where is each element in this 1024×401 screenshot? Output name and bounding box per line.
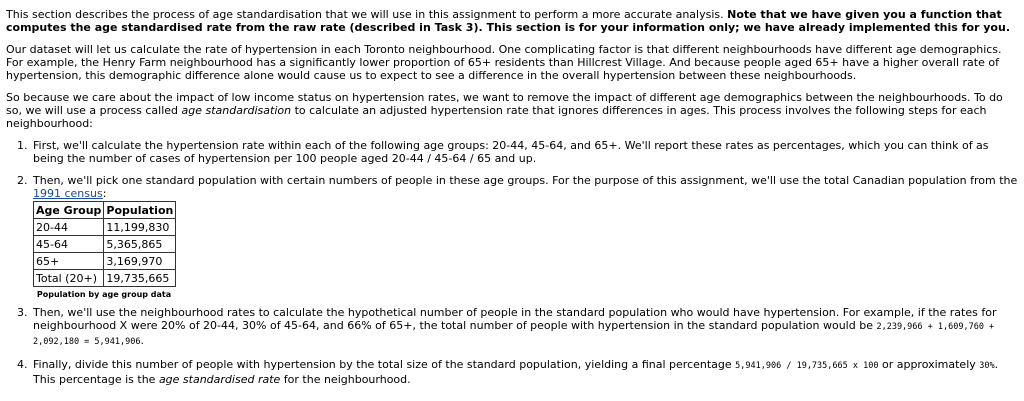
step-number: 3. — [17, 306, 28, 319]
table-cell-population: 11,199,830 — [104, 219, 176, 236]
list-item-step-1 — [6, 139, 1018, 165]
steps-list — [6, 139, 1018, 386]
table-cell-age-group: 20-44 — [34, 219, 104, 236]
age-standardisation-term: age standardisation — [181, 104, 292, 117]
population-table — [33, 201, 176, 287]
step-text: First, we'll calculate the hypertension rate within each of the following age groups: 20-44, 45-64, and 65+. We'll report these rates as percentages, which you can think of as being the number of cases of hypertension per 100 people aged 20-44 / 45-64 / 65 and up. — [33, 139, 989, 165]
step-text-b: or approximately — [878, 358, 980, 371]
intro-text: This section describes the process of age standardisation that we will use in this assignment to perform a more accurate analysis. — [6, 8, 728, 21]
list-item-step-2 — [6, 174, 1018, 300]
intro-paragraph-3 — [6, 91, 1018, 130]
age-standardised-rate-term: age standardised rate — [158, 373, 281, 386]
column-header-age-group: Age Group — [34, 202, 104, 219]
table-cell-age-group: 45-64 — [34, 236, 104, 253]
table-cell-population: 5,365,865 — [104, 236, 176, 253]
table-row — [34, 253, 176, 270]
step-text: Then, we'll use the neighbourhood rates to calculate the hypothetical number of people in the standard population who would have hypertension. For example, if the rates for neighbourhood X were 20% of 20-44, 30% of 45-64, and 66% of 65+, the total number of people with hypertension in the standard population would be — [33, 306, 997, 332]
intro-paragraph-2: Our dataset will let us calculate the rate of hypertension in each Toronto neighbourhood. One complicating factor is that different neighbourhoods have different age demographics. For example, the Henry Farm neighbourhood has a significantly lower proportion of 65+ residents than Hillcrest Village. And because people aged 65+ have a higher overall rate of hypertension, this demographic difference alone would cause us to expect to see a difference in the overall hypertension between these neighbourhoods. — [6, 43, 1002, 82]
percentage-code: 30% — [979, 361, 995, 371]
step-text-colon: : — [102, 187, 107, 200]
intro-paragraph-1 — [6, 8, 1018, 34]
census-link[interactable]: 1991 census — [33, 187, 103, 200]
table-row — [34, 270, 176, 287]
table-row — [34, 219, 176, 236]
table-cell-age-group: Total (20+) — [34, 270, 104, 287]
list-item-step-3 — [6, 306, 1018, 349]
table-cell-population: 19,735,665 — [104, 270, 176, 287]
step-number: 2. — [17, 174, 28, 187]
table-header-row — [34, 202, 176, 219]
list-item-step-4 — [6, 358, 1018, 386]
step-text: Then, we'll pick one standard population with certain numbers of people in these age groups. For the purpose of this assignment, we'll use the total Canadian population from the — [33, 174, 1018, 187]
calculation-code: 2,239,966 + 1,609,760 + 2,092,180 = 5,941,906 — [33, 322, 995, 347]
step-text-period: . — [140, 334, 144, 347]
step-text-d: for the neighbourhood. — [280, 373, 411, 386]
step-text-c: . This percentage is the — [33, 358, 999, 386]
intro-note-bold: Note that we have given you a function that computes the age standardised rate from the raw rate (described in Task 3). This section is for your information only; we have already implemented this for you. — [6, 8, 1010, 34]
step-number: 4. — [17, 358, 28, 371]
division-code: 5,941,906 / 19,735,665 x 100 — [735, 361, 879, 371]
column-header-population: Population — [104, 202, 176, 219]
step-text-a: Finally, divide this number of people with hypertension by the total size of the standard population, yielding a final percentage — [33, 358, 736, 371]
table-row — [34, 236, 176, 253]
table-cell-age-group: 65+ — [34, 253, 104, 270]
intro-p3-text-b: to calculate an adjusted hypertension rate that ignores differences in ages. This process involves the following steps for each neighbourhood: — [6, 104, 987, 130]
table-caption: Population by age group data — [36, 290, 172, 299]
step-number: 1. — [17, 139, 28, 152]
table-cell-population: 3,169,970 — [104, 253, 176, 270]
intro-p3-text-a: So because we care about the impact of low income status on hypertension rates, we want to remove the impact of different age demographics between the neighbourhoods. To do so, we will use a process called — [6, 91, 1003, 117]
